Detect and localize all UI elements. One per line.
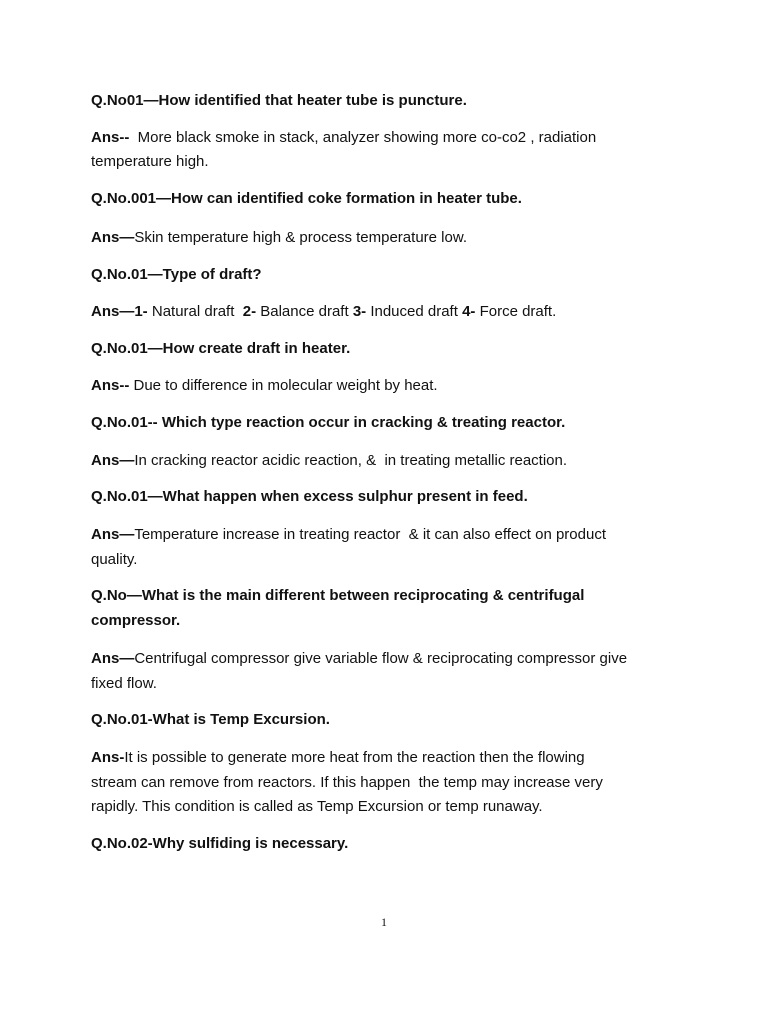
question-5: Q.No.01-- Which type reaction occur in cracking & treating reactor. xyxy=(91,414,566,431)
answer-8-line-1 xyxy=(91,746,691,771)
question-2: Q.No.001—How can identified coke formation in heater tube. xyxy=(91,190,522,207)
draft-num-2: 2- xyxy=(242,303,257,320)
answer-8-line-2: stream can remove from reactors. If this happen the temp may increase very xyxy=(91,774,603,791)
answer-label: Ans- xyxy=(91,749,125,766)
answer-label: Ans— xyxy=(91,650,135,667)
page-number: 1 xyxy=(381,915,387,929)
answer-text: It is possible to generate more heat from the reaction then the flowing xyxy=(124,749,585,766)
answer-label: Ans-- xyxy=(91,377,130,394)
answer-7-line-2: fixed flow. xyxy=(91,675,157,692)
question-1: Q.No01—How identified that heater tube is puncture. xyxy=(91,92,467,109)
answer-6-line-1 xyxy=(91,523,691,548)
question-8: Q.No.01-What is Temp Excursion. xyxy=(91,711,330,728)
answer-label: Ans— xyxy=(91,229,135,246)
question-3: Q.No.01—Type of draft? xyxy=(91,266,262,283)
answer-text: Temperature increase in treating reactor & it can also effect on product xyxy=(134,526,606,543)
question-6: Q.No.01—What happen when excess sulphur present in feed. xyxy=(91,488,528,505)
answer-label: Ans-- xyxy=(91,129,130,146)
answer-1-line-2: temperature high. xyxy=(91,153,209,170)
answer-text: More black smoke in stack, analyzer showing more co-co2 , radiation xyxy=(129,129,597,146)
answer-label: Ans— xyxy=(91,303,135,320)
answer-4 xyxy=(91,374,691,399)
question-7-line-1: Q.No—What is the main different between reciprocating & centrifugal xyxy=(91,587,585,604)
answer-text: In cracking reactor acidic reaction, & in treating metallic reaction. xyxy=(134,452,568,469)
draft-text-2: Balance draft xyxy=(256,303,353,320)
draft-num-1: 1- xyxy=(134,303,148,320)
draft-text-3: Induced draft xyxy=(366,303,463,320)
answer-3 xyxy=(91,300,691,325)
draft-num-4: 4- xyxy=(462,303,476,320)
answer-text: Skin temperature high & process temperature low. xyxy=(134,229,468,246)
answer-label: Ans— xyxy=(91,452,135,469)
question-7-line-2: compressor. xyxy=(91,612,181,629)
answer-text: Centrifugal compressor give variable flow & reciprocating compressor give xyxy=(134,650,628,667)
answer-6-line-2: quality. xyxy=(91,551,138,568)
answer-text: Due to difference in molecular weight by heat. xyxy=(129,377,438,394)
draft-num-3: 3- xyxy=(352,303,367,320)
question-9: Q.No.02-Why sulfiding is necessary. xyxy=(91,835,349,852)
answer-1-line-1 xyxy=(91,126,691,151)
question-4: Q.No.01—How create draft in heater. xyxy=(91,340,351,357)
answer-label: Ans— xyxy=(91,526,135,543)
answer-8-line-3: rapidly. This condition is called as Temp Excursion or temp runaway. xyxy=(91,798,543,815)
answer-5 xyxy=(91,449,691,474)
answer-7-line-1 xyxy=(91,647,691,672)
draft-text-4: Force draft. xyxy=(475,303,557,320)
answer-2 xyxy=(91,226,691,251)
draft-text-1: Natural draft xyxy=(147,303,243,320)
